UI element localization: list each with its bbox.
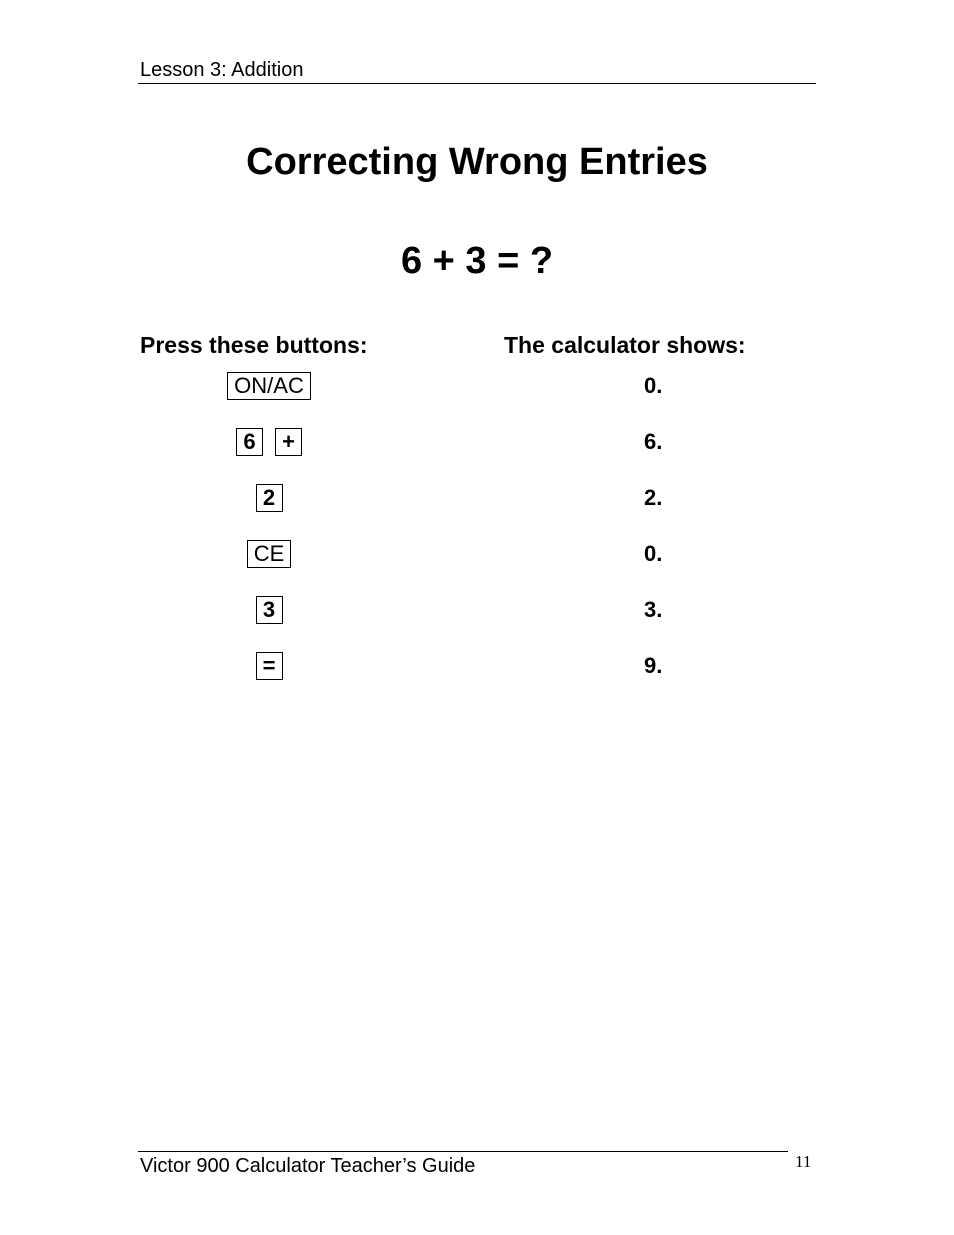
step-display-value: 3. — [644, 597, 663, 622]
key-ce: CE — [247, 540, 292, 568]
page-number: 11 — [795, 1152, 812, 1171]
step-row — [140, 428, 800, 458]
header-lesson-label: Lesson 3: Addition — [140, 59, 304, 81]
step-display-value: 0. — [644, 373, 663, 398]
step-keys — [140, 652, 398, 680]
step-row — [140, 540, 800, 570]
step-display-value: 2. — [644, 485, 663, 510]
step-keys — [140, 484, 398, 512]
key-6: 6 — [236, 428, 263, 456]
step-display-value: 6. — [644, 429, 663, 454]
step-display-value: 0. — [644, 541, 663, 566]
step-row — [140, 484, 800, 514]
display-column-heading: The calculator shows: — [504, 332, 746, 358]
key-plus: + — [275, 428, 302, 456]
key-3: 3 — [256, 596, 283, 624]
buttons-column-heading: Press these buttons: — [140, 332, 368, 358]
footer-guide-title: Victor 900 Calculator Teacher’s Guide — [140, 1155, 476, 1177]
step-keys — [140, 428, 398, 456]
key-2: 2 — [256, 484, 283, 512]
step-display-value: 9. — [644, 653, 663, 678]
page-header — [138, 56, 816, 84]
step-keys — [140, 540, 398, 568]
problem-equation: 6 + 3 = ? — [400, 240, 554, 282]
page-title: Correcting Wrong Entries — [246, 141, 708, 183]
step-row — [140, 596, 800, 626]
step-row — [140, 372, 800, 402]
key-on-ac: ON/AC — [227, 372, 311, 400]
step-keys — [140, 372, 398, 400]
key-equals: = — [256, 652, 283, 680]
step-keys — [140, 596, 398, 624]
step-row — [140, 652, 800, 682]
footer-divider — [138, 1151, 788, 1152]
